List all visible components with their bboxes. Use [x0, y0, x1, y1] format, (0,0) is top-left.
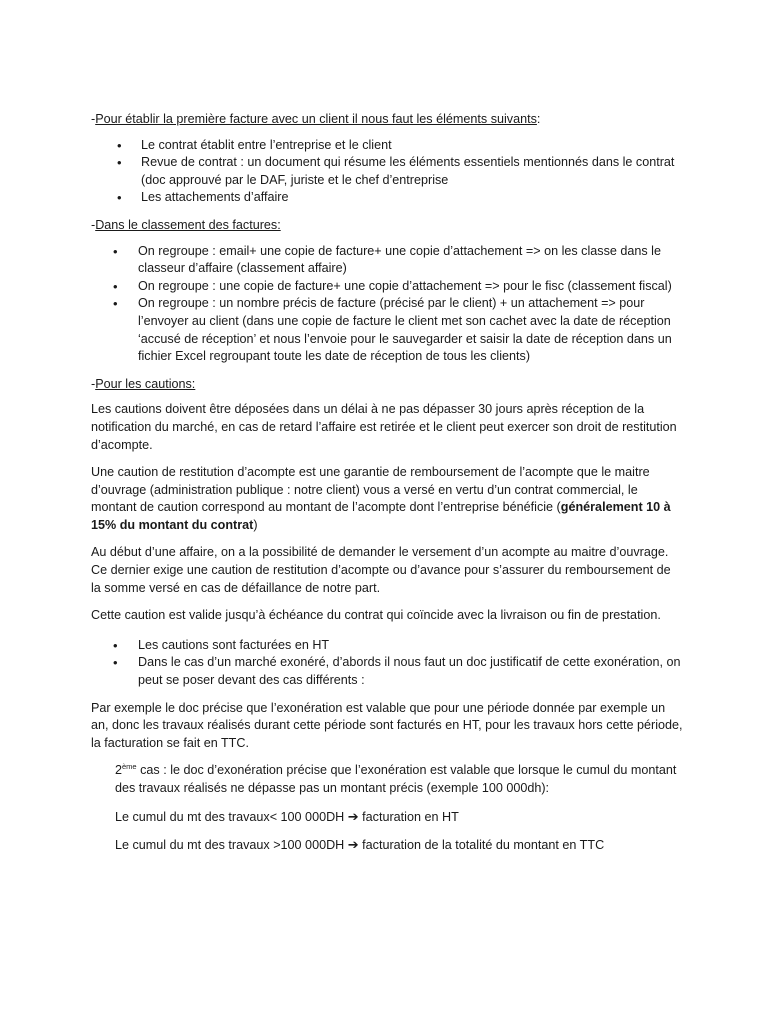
- list-item: • Les cautions sont facturées en HT: [91, 637, 683, 655]
- heading-dash: -: [91, 112, 96, 126]
- paragraph-text-end: ): [253, 517, 258, 532]
- rule-result: facturation en HT: [358, 809, 459, 824]
- paragraph-bold-text: généralement 10 à 15% du montant du contrat: [91, 500, 671, 532]
- list-item: • Dans le cas d’un marché exonéré, d’abords il nous faut un doc justificatif de cette exonération, on peut se poser devant des cas différents :: [91, 654, 683, 689]
- rule-result: facturation de la totalité du montant en TTC: [358, 838, 605, 853]
- section-heading-first-invoice: [91, 111, 683, 129]
- rule-line-above-threshold: [91, 836, 683, 855]
- list-item: • On regroupe : un nombre précis de facture (précisé par le client) + un attachement => pour l’envoyer au client (dans une copie de facture le client met son cachet avec la date de réception ‘accusé de réception’ et nous l’envoie pour le sauvegarder et saisir la date de réception dans un fichier Excel regroupant toute les date de réception de tous les clients): [91, 295, 683, 365]
- heading-text: Pour les cautions:: [95, 376, 196, 391]
- list-item: • Le contrat établit entre l’entreprise et le client: [91, 137, 683, 155]
- right-arrow-icon: ➔: [347, 808, 359, 824]
- paragraph-text: Une caution de restitution d’acompte est une garantie de remboursement de l’acompte que le maitre d’ouvrage (administration publique : notre client) vous a versé en vertu d’un contrat commercial, le montant de caution correspond au montant de l’acompte dont l’entreprise bénéficie (: [91, 465, 650, 515]
- heading-text: Pour établir la première facture avec un client il nous faut les éléments suivants: [95, 112, 537, 126]
- right-arrow-icon: ➔: [347, 837, 359, 853]
- section-heading-classement: [91, 217, 683, 235]
- document-body: [91, 111, 683, 865]
- list-item: • Les attachements d’affaire: [91, 189, 683, 207]
- heading-text: Dans le classement des factures:: [95, 217, 281, 232]
- rule-condition: Le cumul du mt des travaux >100 000DH: [115, 838, 348, 853]
- heading-dash: -: [91, 217, 96, 232]
- cautions-list: [91, 637, 683, 690]
- paragraph-acompte: Au début d’une affaire, on a la possibilité de demander le versement d’un acompte au maitre d’ouvrage. Ce dernier exige une caution de restitution d’acompte ou d’avance pour s’assurer du remboursement de la somme versé en cas de défaillance de notre part.: [91, 545, 671, 595]
- list-item: • Revue de contrat : un document qui résume les éléments essentiels mentionnés dans le contrat (doc approuvé par le DAF, juriste et le chef d’entreprise: [91, 154, 683, 189]
- rule-condition: Le cumul du mt des travaux< 100 000DH: [115, 809, 348, 824]
- paragraph-validity: Cette caution est valide jusqu’à échéance du contrat qui coïncide avec la livraison ou fin de prestation.: [91, 608, 661, 623]
- paragraph-cautions-delay: Les cautions doivent être déposées dans un délai à ne pas dépasser 30 jours après réception de la notification du marché, en cas de retard l’affaire est retirée et le client peut exercer son droit de restitution d’acompte.: [91, 402, 677, 452]
- classement-list: [91, 243, 683, 366]
- paragraph-caution-definition: [91, 464, 683, 534]
- first-invoice-list: [91, 137, 683, 207]
- heading-dash: -: [91, 376, 96, 391]
- paragraph-second-case: [91, 762, 683, 797]
- section-heading-cautions: [91, 376, 683, 394]
- list-item: • On regroupe : email+ une copie de facture+ une copie d’attachement => on les classe dans le classeur d’affaire (classement affaire): [91, 243, 683, 278]
- case-superscript: ème: [122, 762, 137, 772]
- heading-colon: :: [536, 112, 541, 126]
- case-number: 2: [115, 763, 123, 778]
- list-item: • On regroupe : une copie de facture+ une copie d’attachement => pour le fisc (classement fiscal): [91, 278, 683, 296]
- paragraph-example-period: Par exemple le doc précise que l’exonération est valable que pour une période donnée par exemple un an, donc les travaux réalisés durant cette période sont facturés en HT, pour les travaux hors cette période, la facturation se fait en TTC.: [91, 700, 683, 750]
- rule-line-below-threshold: [91, 808, 683, 827]
- case-text: cas : le doc d’exonération précise que l’exonération est valable que lorsque le cumul du montant des travaux réalisés ne dépasse pas un montant précis (exemple 100 000dh):: [115, 763, 677, 795]
